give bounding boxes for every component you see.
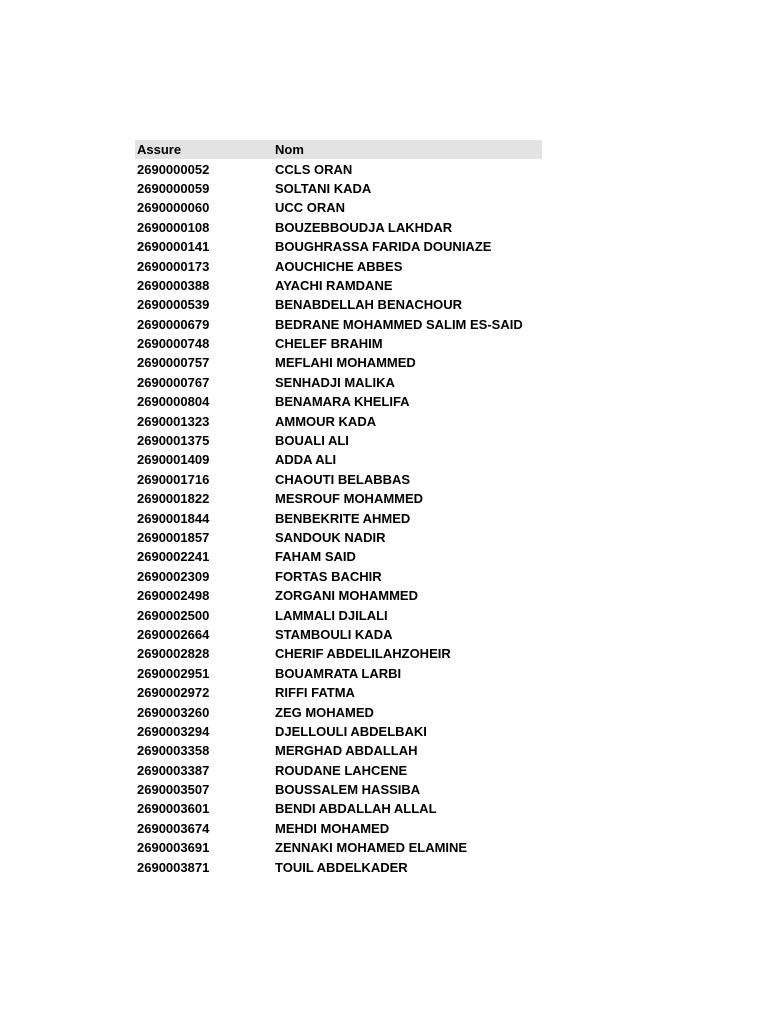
insured-name: AMMOUR KADA	[275, 413, 377, 429]
assure-number: 2690003507	[137, 782, 210, 798]
table-row	[135, 353, 542, 372]
insured-name: FAHAM SAID	[275, 549, 356, 565]
column-header-nom: Nom	[275, 142, 304, 158]
assure-number: 2690002972	[137, 685, 210, 701]
insured-name: MEFLAHI MOHAMMED	[275, 355, 416, 371]
assure-number: 2690001716	[137, 471, 210, 487]
insured-name: UCC ORAN	[275, 200, 346, 216]
insured-name: BOUZEBBOUDJA LAKHDAR	[275, 219, 453, 235]
assure-number: 2690002828	[137, 646, 210, 662]
insured-name: BOUGHRASSA FARIDA DOUNIAZE	[275, 239, 492, 255]
assure-number: 2690003358	[137, 743, 210, 759]
assure-number: 2690003294	[137, 723, 210, 739]
table-row	[135, 508, 542, 527]
table-row	[135, 489, 542, 508]
assure-number: 2690000748	[137, 336, 210, 352]
insured-name: AOUCHICHE ABBES	[275, 258, 403, 274]
assure-number: 2690003387	[137, 762, 210, 778]
insured-name: CHAOUTI BELABBAS	[275, 471, 411, 487]
assure-number: 2690002309	[137, 568, 210, 584]
table-row	[135, 218, 542, 237]
assure-number: 2690002951	[137, 665, 210, 681]
assure-number: 2690001822	[137, 491, 210, 507]
assure-number: 2690000804	[137, 394, 210, 410]
assure-number: 2690000060	[137, 200, 210, 216]
table-row	[135, 237, 542, 256]
table-row	[135, 838, 542, 857]
insured-name: BOUSSALEM HASSIBA	[275, 782, 421, 798]
table-row	[135, 295, 542, 314]
insured-name: TOUIL ABDELKADER	[275, 859, 408, 875]
table-row	[135, 741, 542, 760]
insured-name: BENDI ABDALLAH ALLAL	[275, 801, 437, 817]
table-row	[135, 179, 542, 198]
insured-name: CHELEF BRAHIM	[275, 336, 383, 352]
table-body	[135, 159, 542, 876]
insured-name: SANDOUK NADIR	[275, 530, 386, 545]
table-header-row	[135, 140, 542, 159]
assure-number: 2690003674	[137, 820, 210, 836]
assure-number: 2690002664	[137, 626, 210, 642]
table-row	[135, 276, 542, 295]
assure-number: 2690000757	[137, 355, 210, 371]
table-row	[135, 334, 542, 353]
insured-name: ZORGANI MOHAMMED	[275, 588, 418, 604]
table-row	[135, 605, 542, 624]
insured-name: BEDRANE MOHAMMED SALIM ES-SAID	[275, 316, 523, 332]
column-header-assure: Assure	[137, 142, 182, 158]
table-row	[135, 819, 542, 838]
assure-number: 2690003601	[137, 801, 210, 817]
assure-number: 2690000388	[137, 277, 210, 293]
assure-number: 2690001857	[137, 530, 210, 545]
table-row	[135, 450, 542, 469]
insured-name: AYACHI RAMDANE	[275, 277, 393, 293]
insured-name: ADDA ALI	[275, 452, 337, 468]
insured-name: SENHADJI MALIKA	[275, 374, 395, 390]
table-row	[135, 411, 542, 430]
assure-number: 2690001844	[137, 510, 210, 526]
assure-number: 2690000173	[137, 258, 210, 274]
assure-number: 2690002498	[137, 588, 210, 604]
insured-table	[135, 140, 542, 877]
assure-number: 2690002500	[137, 607, 210, 623]
assure-number: 2690000141	[137, 239, 210, 255]
table-row	[135, 780, 542, 799]
insured-name: CCLS ORAN	[275, 161, 353, 177]
table-row	[135, 528, 542, 547]
table-row	[135, 799, 542, 818]
assure-number: 2690000767	[137, 374, 210, 390]
insured-name: BOUALI ALI	[275, 433, 349, 449]
insured-name: SOLTANI KADA	[275, 180, 372, 196]
assure-number: 2690000052	[137, 161, 210, 177]
insured-name: LAMMALI DJILALI	[275, 607, 388, 623]
insured-name: MEHDI MOHAMED	[275, 820, 390, 836]
table-row	[135, 683, 542, 702]
insured-name: STAMBOULI KADA	[275, 626, 393, 642]
table-row	[135, 761, 542, 780]
insured-name: DJELLOULI ABDELBAKI	[275, 723, 427, 739]
table-row	[135, 470, 542, 489]
table-row	[135, 567, 542, 586]
table-row	[135, 857, 542, 876]
insured-name: ZEG MOHAMED	[275, 704, 374, 720]
table-row	[135, 392, 542, 411]
table-row	[135, 664, 542, 683]
table-row	[135, 586, 542, 605]
assure-number: 2690000108	[137, 219, 210, 235]
insured-name: ZENNAKI MOHAMED ELAMINE	[275, 840, 468, 856]
insured-name: BOUAMRATA LARBI	[275, 665, 402, 681]
table-row	[135, 159, 542, 178]
assure-number: 2690003871	[137, 859, 210, 875]
assure-number: 2690000679	[137, 316, 210, 332]
table-row	[135, 373, 542, 392]
insured-name: MESROUF MOHAMMED	[275, 491, 424, 507]
assure-number: 2690001409	[137, 452, 210, 468]
assure-number: 2690000539	[137, 297, 210, 313]
table-row	[135, 431, 542, 450]
assure-number: 2690001375	[137, 433, 210, 449]
table-row	[135, 722, 542, 741]
table-row	[135, 256, 542, 275]
table-row	[135, 547, 542, 566]
insured-name: BENBEKRITE AHMED	[275, 510, 411, 526]
table-row	[135, 644, 542, 663]
insured-name: MERGHAD ABDALLAH	[275, 743, 418, 759]
assure-number: 2690003691	[137, 840, 210, 856]
insured-name: RIFFI FATMA	[275, 685, 355, 701]
insured-name: CHERIF ABDELILAHZOHEIR	[275, 646, 451, 662]
assure-number: 2690001323	[137, 413, 210, 429]
insured-name: BENAMARA KHELIFA	[275, 394, 410, 410]
table-row	[135, 702, 542, 721]
assure-number: 2690002241	[137, 549, 210, 565]
insured-name: BENABDELLAH BENACHOUR	[275, 297, 463, 313]
insured-name: ROUDANE LAHCENE	[275, 762, 408, 778]
table-row	[135, 625, 542, 644]
insured-name: FORTAS BACHIR	[275, 568, 382, 584]
assure-number: 2690000059	[137, 180, 210, 196]
table-row	[135, 198, 542, 217]
table-row	[135, 315, 542, 334]
assure-number: 2690003260	[137, 704, 210, 720]
